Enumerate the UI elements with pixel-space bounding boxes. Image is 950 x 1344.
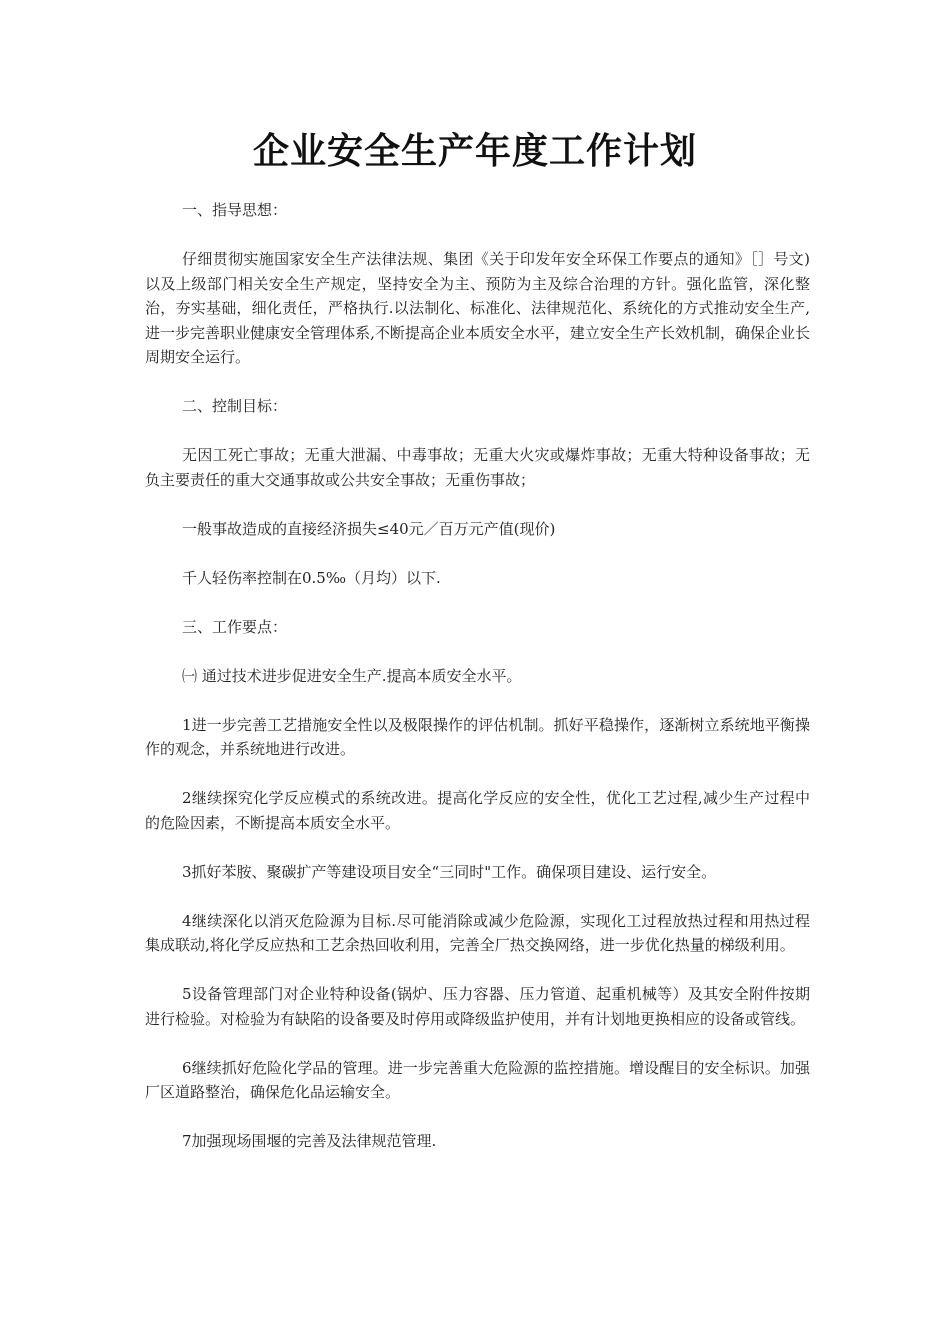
subheading-technical-progress: ㈠ 通过技术进步促进安全生产.提高本质安全水平。 [182,666,522,685]
document-title: 企业安全生产年度工作计划 [252,130,697,172]
heading-control-targets: 二、控制目标： [182,397,288,415]
list-item-5: 5设备管理部门对企业特种设备(锅炉、压力容器、压力管道、起重机械等）及其安全附件按期进行检验。对检验为有缺陷的设备要及时停用或降级监护使用，并有计划地更换相应的设备或管线。 [145,985,810,1028]
list-item-3: 3抓好苯胺、聚碳扩产等建设项目安全“三同时"工作。确保项目建设、运行安全。 [182,862,717,881]
paragraph-control-targets: 无因工死亡事故；无重大泄漏、中毒事故；无重大火灾或爆炸事故；无重大特种设备事故；无负主要责任的重大交通事故或公共安全事故；无重伤事故； [145,446,810,489]
paragraph-injury-rate-target: 千人轻伤率控制在0.5‰（月均）以下. [182,568,441,587]
document-body [145,198,810,1178]
heading-work-points: 三、工作要点： [182,617,288,636]
list-item-4: 4继续深化以消灭危险源为目标.尽可能消除或减少危险源，实现化工过程放热过程和用热过程集成联动,将化学反应热和工艺余热回收利用，完善全厂热交换网络，进一步优化热量的梯级利用。 [145,911,810,954]
list-item-2: 2继续探究化学反应模式的系统改进。提高化学反应的安全性，优化工艺过程,减少生产过程中的危险因素，不断提高本质安全水平。 [145,789,810,832]
list-item-7: 7加强现场围堰的完善及法律规范管理. [182,1132,437,1150]
paragraph-guiding-ideology: 仔细贯彻实施国家安全生产法律法规、集团《关于印发年安全环保工作要点的通知》［］号文)以及上级部门相关安全生产规定，坚持安全为主、预防为主及综合治理的方针。强化监管，深化整治，夯实基础，细化责任，严格执行.以法制化、标准化、法律规范化、系统化的方式推动安全生产,进一步完善职业健康安全管理体系,不断提高企业本质安全水平，建立安全生产长效机制，确保企业长周期安全运行。 [145,250,810,366]
heading-guiding-ideology: 一、指导思想： [182,201,288,219]
list-item-1: 1进一步完善工艺措施安全性以及极限操作的评估机制。抓好平稳操作，逐渐树立系统地平衡操作的观念，并系统地进行改进。 [145,715,810,758]
paragraph-economic-loss-target: 一般事故造成的直接经济损失≤40元／百万元产值(现价) [182,519,556,538]
list-item-6: 6继续抓好危险化学品的管理。进一步完善重大危险源的监控措施。增设醒目的安全标识。加强厂区道路整治，确保危化品运输安全。 [145,1058,810,1101]
